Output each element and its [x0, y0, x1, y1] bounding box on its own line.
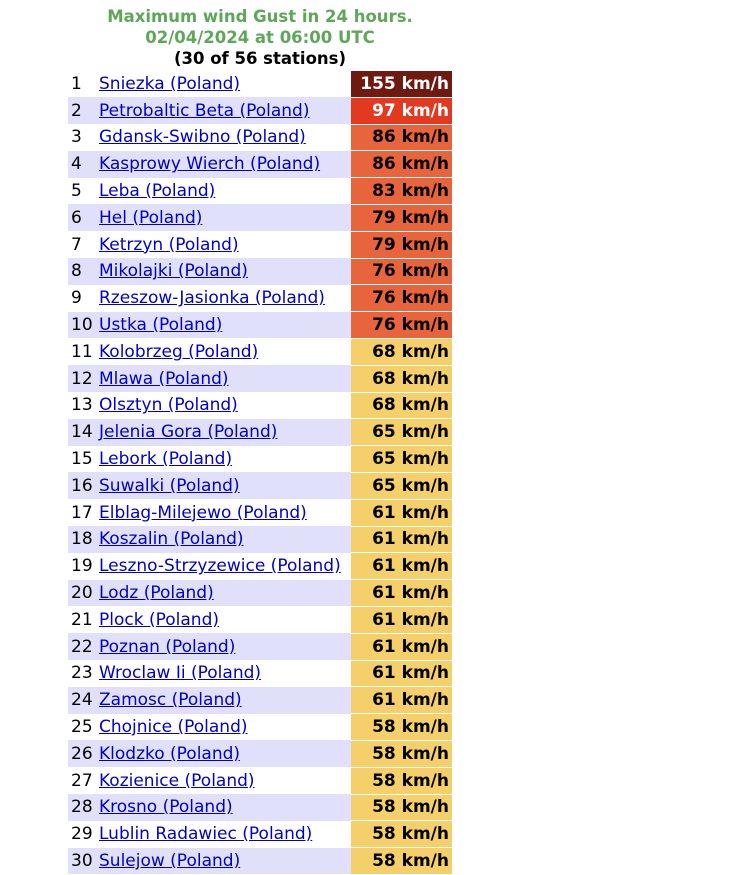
station-link[interactable]: Lublin Radawiec (Poland) [99, 824, 313, 845]
gust-value-cell: 58 km/h [351, 767, 452, 794]
station-cell [99, 365, 351, 392]
rank-cell: 8 [68, 258, 99, 285]
report-title: Maximum wind Gust in 24 hours. [107, 7, 413, 26]
rank-cell: 2 [68, 97, 99, 124]
table-row [68, 204, 452, 231]
rank-cell: 10 [68, 312, 99, 339]
report-datetime: 02/04/2024 at 06:00 UTC [145, 28, 375, 47]
gust-value-cell: 76 km/h [351, 258, 452, 285]
rank-cell: 6 [68, 204, 99, 231]
station-cell [99, 285, 351, 312]
table-row [68, 124, 452, 151]
rank-cell: 1 [68, 71, 99, 97]
rank-cell: 20 [68, 580, 99, 607]
rank-cell: 19 [68, 553, 99, 580]
station-link[interactable]: Plock (Poland) [99, 609, 219, 630]
station-cell [99, 821, 351, 848]
rank-cell: 22 [68, 633, 99, 660]
station-link[interactable]: Ustka (Poland) [99, 315, 223, 336]
table-row [68, 285, 452, 312]
station-cell [99, 660, 351, 687]
table-row [68, 446, 452, 473]
table-row [68, 553, 452, 580]
station-cell [99, 580, 351, 607]
rank-cell: 23 [68, 660, 99, 687]
station-link[interactable]: Hel (Poland) [99, 207, 203, 228]
rank-cell: 3 [68, 124, 99, 151]
rank-cell: 21 [68, 606, 99, 633]
station-cell [99, 124, 351, 151]
gust-value-cell: 61 km/h [351, 580, 452, 607]
gust-value-cell: 155 km/h [351, 71, 452, 97]
rank-cell: 7 [68, 231, 99, 258]
station-cell [99, 71, 351, 97]
station-link[interactable]: Olsztyn (Poland) [99, 395, 238, 416]
table-row [68, 633, 452, 660]
table-row [68, 526, 452, 553]
station-link[interactable]: Koszalin (Poland) [99, 529, 244, 550]
station-cell [99, 633, 351, 660]
rank-cell: 13 [68, 392, 99, 419]
table-row [68, 821, 452, 848]
table-row [68, 714, 452, 741]
gust-value-cell: 61 km/h [351, 633, 452, 660]
table-row [68, 740, 452, 767]
rank-cell: 12 [68, 365, 99, 392]
station-link[interactable]: Chojnice (Poland) [99, 717, 248, 738]
gust-value-cell: 61 km/h [351, 526, 452, 553]
station-link[interactable]: Kasprowy Wierch (Poland) [99, 154, 321, 175]
table-row [68, 794, 452, 821]
station-link[interactable]: Rzeszow-Jasionka (Poland) [99, 288, 325, 309]
table-row [68, 660, 452, 687]
station-cell [99, 178, 351, 205]
gust-value-cell: 76 km/h [351, 312, 452, 339]
station-cell [99, 419, 351, 446]
table-row [68, 392, 452, 419]
station-cell [99, 687, 351, 714]
gust-value-cell: 58 km/h [351, 794, 452, 821]
station-link[interactable]: Elblag-Milejewo (Poland) [99, 502, 307, 523]
table-row [68, 848, 452, 875]
rank-cell: 4 [68, 151, 99, 178]
rank-cell: 5 [68, 178, 99, 205]
station-cell [99, 606, 351, 633]
table-row [68, 258, 452, 285]
station-cell [99, 338, 351, 365]
station-cell [99, 848, 351, 875]
table-row [68, 419, 452, 446]
table-row [68, 767, 452, 794]
gust-value-cell: 79 km/h [351, 204, 452, 231]
station-link[interactable]: Zamosc (Poland) [99, 690, 242, 711]
station-cell [99, 740, 351, 767]
wind-gust-report [68, 6, 452, 875]
station-cell [99, 553, 351, 580]
gust-value-cell: 97 km/h [351, 97, 452, 124]
station-link[interactable]: Suwalki (Poland) [99, 475, 240, 496]
station-link[interactable]: Lebork (Poland) [99, 449, 233, 470]
gust-value-cell: 61 km/h [351, 606, 452, 633]
table-row [68, 231, 452, 258]
station-link[interactable]: Krosno (Poland) [99, 797, 233, 818]
station-link[interactable]: Sniezka (Poland) [99, 74, 241, 95]
station-link[interactable]: Mikolajki (Poland) [99, 261, 248, 282]
gust-value-cell: 61 km/h [351, 499, 452, 526]
rank-cell: 29 [68, 821, 99, 848]
station-cell [99, 767, 351, 794]
gust-value-cell: 65 km/h [351, 472, 452, 499]
station-cell [99, 312, 351, 339]
table-row [68, 151, 452, 178]
station-link[interactable]: Klodzko (Poland) [99, 743, 241, 764]
gust-value-cell: 79 km/h [351, 231, 452, 258]
gust-value-cell: 86 km/h [351, 124, 452, 151]
station-cell [99, 526, 351, 553]
table-row [68, 499, 452, 526]
gust-value-cell: 65 km/h [351, 419, 452, 446]
table-row [68, 338, 452, 365]
rank-cell: 24 [68, 687, 99, 714]
table-row [68, 365, 452, 392]
station-link[interactable]: Petrobaltic Beta (Poland) [99, 100, 310, 121]
table-row [68, 178, 452, 205]
station-cell [99, 97, 351, 124]
gust-value-cell: 76 km/h [351, 285, 452, 312]
gust-value-cell: 58 km/h [351, 821, 452, 848]
station-link[interactable]: Kozienice (Poland) [99, 770, 255, 791]
table-row [68, 97, 452, 124]
station-link[interactable]: Kolobrzeg (Poland) [99, 341, 259, 362]
station-link[interactable]: Poznan (Poland) [99, 636, 236, 657]
gust-value-cell: 61 km/h [351, 553, 452, 580]
station-link[interactable]: Leba (Poland) [99, 181, 216, 202]
table-row [68, 472, 452, 499]
rank-cell: 16 [68, 472, 99, 499]
station-cell [99, 499, 351, 526]
table-row [68, 687, 452, 714]
station-link[interactable]: Gdansk-Swibno (Poland) [99, 127, 306, 148]
rank-cell: 27 [68, 767, 99, 794]
gust-value-cell: 86 km/h [351, 151, 452, 178]
rank-cell: 26 [68, 740, 99, 767]
gust-value-cell: 61 km/h [351, 660, 452, 687]
gust-value-cell: 83 km/h [351, 178, 452, 205]
station-link[interactable]: Ketrzyn (Poland) [99, 234, 239, 255]
rank-cell: 17 [68, 499, 99, 526]
station-cell [99, 446, 351, 473]
station-cell [99, 231, 351, 258]
rank-cell: 11 [68, 338, 99, 365]
gust-value-cell: 68 km/h [351, 365, 452, 392]
table-row [68, 606, 452, 633]
gust-table [68, 71, 452, 875]
table-row [68, 580, 452, 607]
station-link[interactable]: Mlawa (Poland) [99, 368, 229, 389]
rank-cell: 9 [68, 285, 99, 312]
gust-value-cell: 61 km/h [351, 687, 452, 714]
gust-value-cell: 68 km/h [351, 392, 452, 419]
table-row [68, 312, 452, 339]
gust-value-cell: 58 km/h [351, 714, 452, 741]
station-link[interactable]: Jelenia Gora (Poland) [99, 422, 278, 443]
station-link[interactable]: Wroclaw Ii (Poland) [99, 663, 262, 684]
station-count: (30 of 56 stations) [173, 49, 347, 68]
station-cell [99, 204, 351, 231]
station-cell [99, 151, 351, 178]
station-cell [99, 794, 351, 821]
station-cell [99, 472, 351, 499]
rank-cell: 18 [68, 526, 99, 553]
rank-cell: 25 [68, 714, 99, 741]
gust-value-cell: 58 km/h [351, 740, 452, 767]
table-row [68, 71, 452, 97]
rank-cell: 28 [68, 794, 99, 821]
station-cell [99, 714, 351, 741]
rank-cell: 30 [68, 848, 99, 875]
rank-cell: 14 [68, 419, 99, 446]
station-cell [99, 392, 351, 419]
gust-table-body [68, 71, 452, 874]
station-cell [99, 258, 351, 285]
gust-value-cell: 68 km/h [351, 338, 452, 365]
gust-value-cell: 65 km/h [351, 446, 452, 473]
station-link[interactable]: Sulejow (Poland) [99, 851, 241, 871]
station-link[interactable]: Leszno-Strzyzewice (Poland) [99, 556, 341, 577]
gust-value-cell: 58 km/h [351, 848, 452, 875]
station-link[interactable]: Lodz (Poland) [99, 583, 214, 604]
rank-cell: 15 [68, 446, 99, 473]
